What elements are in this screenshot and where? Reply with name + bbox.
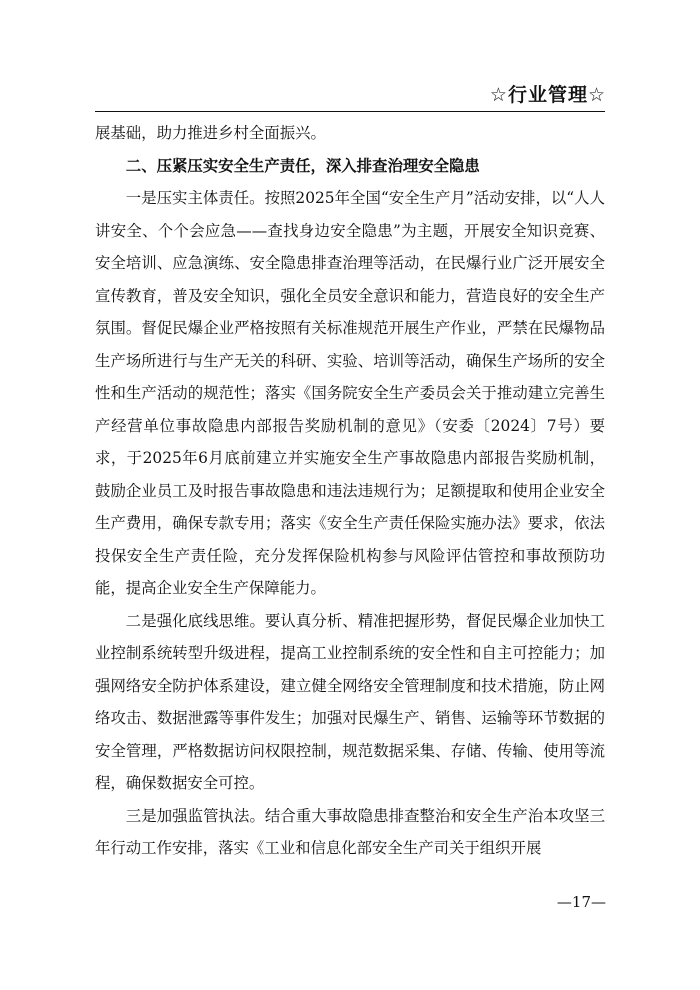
continuation-paragraph: 展基础，助力推进乡村全面振兴。 (95, 124, 326, 142)
paragraph-supervision: 三是加强监管执法。结合重大事故隐患排查整治和安全生产治本攻坚三年行动工作安排，落实《工业和信息化部安全生产司关于组织开展 (95, 806, 605, 857)
running-header-title: ☆行业管理☆ (489, 84, 606, 106)
header-divider (95, 111, 605, 112)
page-number: —17— (556, 893, 606, 911)
paragraph-bottom-line: 二是强化底线思维。要认真分析、精准把握形势，督促民爆企业加快工业控制系统转型升级进程，提高工业控制系统的安全性和自主可控能力；加强网络安全防护体系建设，建立健全网络安全管理制度和技术措施，防止网络攻击、数据泄露等事件发生；加强对民爆生产、销售、运输等环节数据的安全管理，严格数据访问权限控制，规范数据采集、存储、传输、使用等流程，确保数据安全可控。 (95, 611, 605, 792)
section-heading: 二、压紧压实安全生产责任，深入排查治理安全隐患 (125, 156, 480, 175)
body-text (95, 117, 605, 865)
paragraph-responsibility: 一是压实主体责任。按照2025年全国“安全生产月”活动安排，以“人人讲安全、个个会应急——查找身边安全隐患”为主题，开展安全知识竞赛、安全培训、应急演练、安全隐患排查治理等活动，在民爆行业广泛开展安全宣传教育，普及安全知识，强化全员安全意识和能力，营造良好的安全生产氛围。督促民爆企业严格按照有关标准规范开展生产作业，严禁在民爆物品生产场所进行与生产无关的科研、实验、培训等活动，确保生产场所的安全性和生产活动的规范性；落实《国务院安全生产委员会关于推动建立完善生产经营单位事故隐患内部报告奖励机制的意见》（安委〔2024〕7号）要求，于2025年6月底前建立并实施安全生产事故隐患内部报告奖励机制，鼓励企业员工及时报告事故隐患和违法违规行为；足额提取和使用企业安全生产费用，确保专款专用；落实《安全生产责任保险实施办法》要求，依法投保安全生产责任险，充分发挥保险机构参与风险评估管控和事故预防功能，提高企业安全生产保障能力。 (95, 189, 605, 597)
